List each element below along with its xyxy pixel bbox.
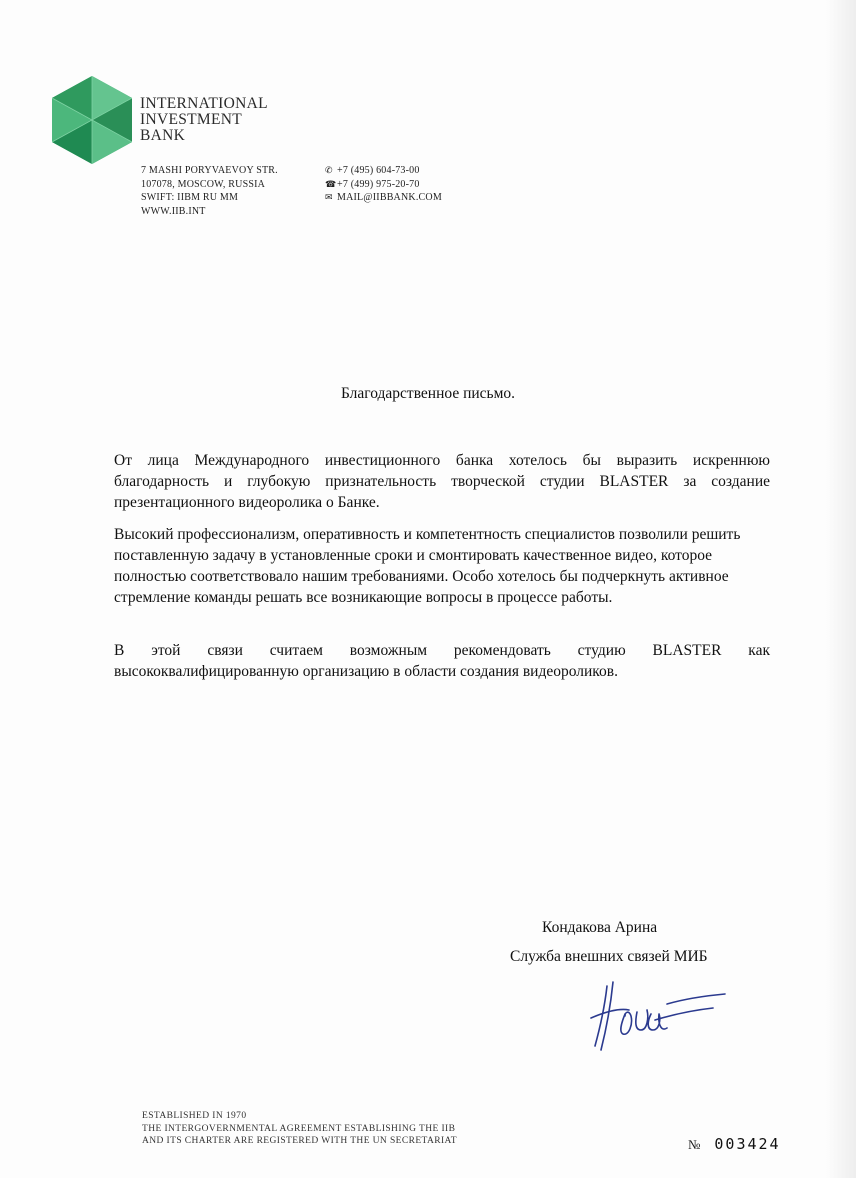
fax-number: +7 (499) 975-20-70: [337, 178, 420, 190]
bank-name-line: INVESTMENT: [140, 111, 243, 128]
letter-paragraph: В этой связи считаем возможным рекомендовать студию BLASTER как высококвалифицированную организацию в области создания видеороликов.: [114, 642, 770, 680]
fax-line: [325, 178, 442, 192]
letter-paragraph: Высокий профессионализм, оперативность и компетентность специалистов позволили решить поставленную задачу в установленные сроки и смонтировать качественное видео, которое полностью соответствовало нашим требованиями. Особо хотелось бы подчеркнуть активное стремление команды решать все возникающие вопросы в процессе работы.: [114, 526, 741, 606]
letterhead-footer: [142, 1110, 457, 1148]
email-link[interactable]: MAIL@IIBBANK.COM: [337, 192, 442, 203]
bank-name-line: INTERNATIONAL: [140, 95, 268, 112]
website-link[interactable]: WWW.IIB.INT: [141, 205, 206, 217]
scan-edge-shadow: [826, 0, 856, 1178]
fax-icon: ☎: [325, 178, 337, 189]
phone-line: [325, 164, 442, 178]
handwritten-signature: [585, 974, 735, 1056]
bank-contacts: [325, 164, 442, 205]
footer-line: THE INTERGOVERNMENTAL AGREEMENT ESTABLISHING THE IIB: [142, 1123, 456, 1134]
mail-icon: ✉: [325, 192, 333, 202]
phone-number[interactable]: +7 (495) 604-73-00: [337, 165, 420, 176]
email-line: [325, 191, 442, 205]
signer-name: Кондакова Арина: [542, 919, 658, 936]
phone-icon: ✆: [325, 165, 333, 175]
footer-line: AND ITS CHARTER ARE REGISTERED WITH THE UN SECRETARIAT: [142, 1136, 457, 1146]
footer-line: ESTABLISHED IN 1970: [142, 1111, 247, 1121]
signer-department: Служба внешних связей МИБ: [510, 948, 708, 965]
address-line: SWIFT: IIBM RU MM: [141, 192, 239, 203]
serial-value: 003424: [714, 1135, 781, 1153]
letter-paragraph: От лица Международного инвестиционного банка хотелось бы выразить искреннюю благодарность и глубокую признательность творческой студии BLASTER за создание презентационного видеоролика о Банке.: [114, 452, 770, 511]
bank-address: [141, 164, 278, 218]
address-line: 7 MASHI PORYVAEVOY STR.: [141, 165, 278, 176]
bank-logo-icon: [52, 76, 132, 164]
serial-number: [688, 1135, 781, 1153]
number-sign: №: [688, 1137, 701, 1152]
bank-name-line: BANK: [140, 127, 186, 144]
letter-title: Благодарственное письмо.: [340, 385, 516, 402]
bank-name: [140, 96, 268, 144]
address-line: 107078, MOSCOW, RUSSIA: [141, 178, 266, 190]
